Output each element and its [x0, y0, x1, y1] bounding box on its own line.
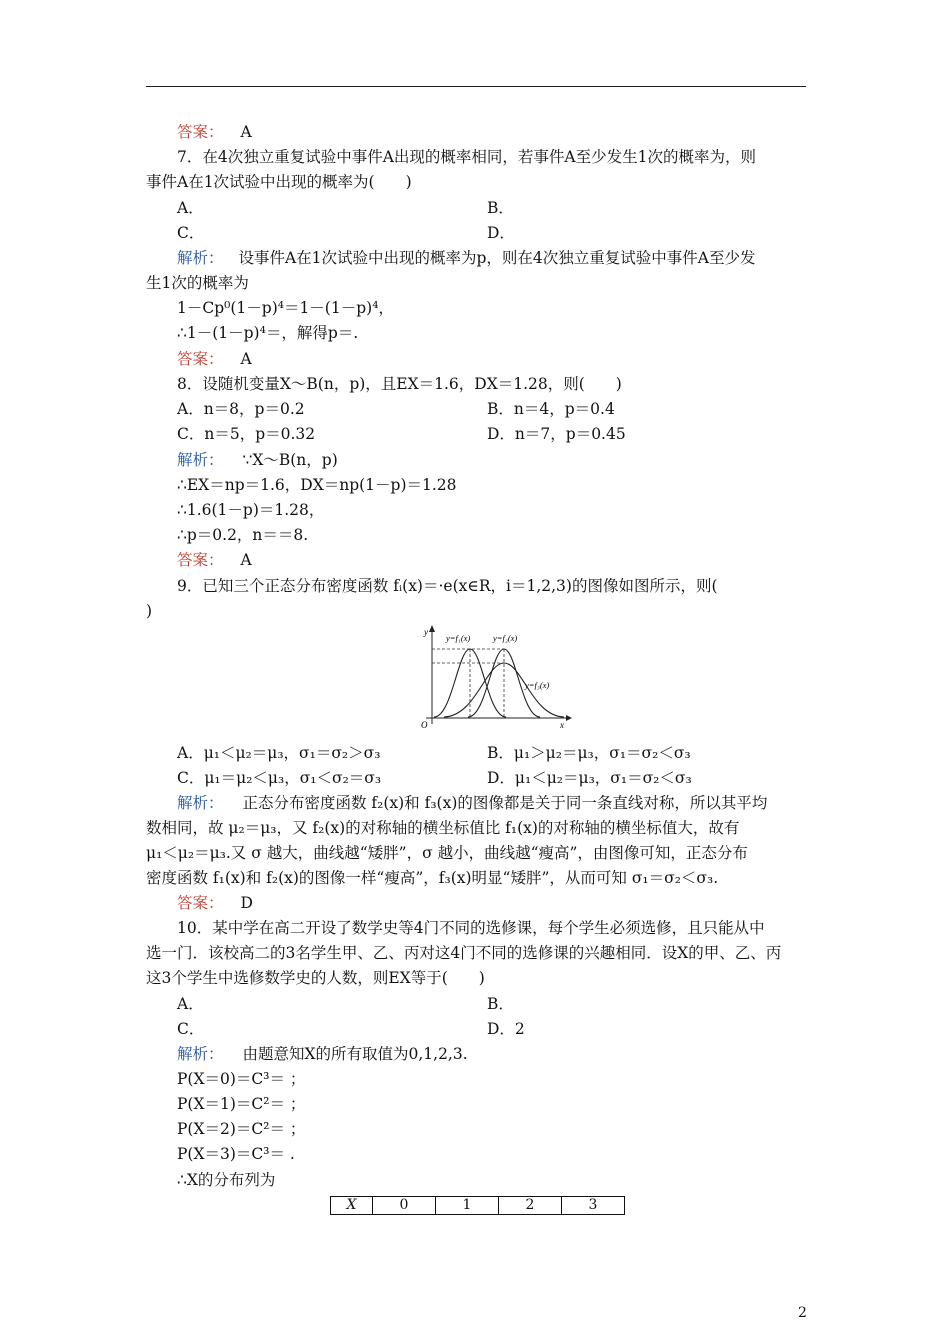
q10-prob-2: P(X＝2)＝C²＝ ；: [177, 1120, 306, 1138]
analysis-label: 解析：: [177, 451, 224, 469]
f1-label: y=f₁(x): [446, 633, 471, 643]
q8-answer: [177, 550, 252, 570]
q8-option-c: C．n＝5，p＝0.32: [177, 425, 316, 443]
q10-stem-line3: 这3个学生中选修数学史的人数，则EX等于( ): [146, 969, 485, 987]
f3-label: y=f₃(x): [525, 680, 550, 690]
answer-label: 答案：: [177, 350, 224, 368]
analysis-text: ∵X～B(n，p): [242, 451, 338, 469]
f2-label: y=f₂(x): [493, 633, 518, 643]
table-cell: 3: [562, 1197, 625, 1215]
q9-analysis-line4: 密度函数 f₁(x)和 f₂(x)的图像一样“瘦高”，f₃(x)明显“矮胖”，从而可知 σ₁＝σ₂＜σ₃.: [146, 869, 719, 887]
q9-option-a: A．μ₁＜μ₂＝μ₃，σ₁＝σ₂＞σ₃: [177, 744, 381, 762]
q9-stem-line2: ): [146, 602, 153, 620]
y-axis-label: y: [424, 627, 428, 637]
q7-analysis-line3: 1－Cp⁰(1－p)⁴＝1－(1－p)⁴，: [177, 299, 394, 317]
analysis-label: 解析：: [177, 1045, 224, 1063]
q8-analysis-line4: ∴p＝0.2，n＝＝8.: [177, 526, 309, 544]
q8-analysis-line1: [177, 450, 338, 470]
q9-stem-line1: 9．已知三个正态分布密度函数 fᵢ(x)＝·e(x∈R，i＝1,2,3)的图像如图所示，则(: [177, 577, 718, 595]
table-cell: 1: [436, 1197, 499, 1215]
q10-option-c: C．: [177, 1020, 205, 1038]
q7-option-b: B．: [487, 199, 514, 217]
table-cell: 0: [373, 1197, 436, 1215]
x-axis-arrow: [566, 715, 572, 721]
analysis-label: 解析：: [177, 794, 224, 812]
q8-analysis-line2: ∴EX＝np＝1.6，DX＝np(1－p)＝1.28: [177, 476, 457, 494]
q7-stem-line1: 7．在4次独立重复试验中事件A出现的概率相同，若事件A至少发生1次的概率为，则: [177, 148, 756, 166]
x-axis-label: x: [560, 720, 564, 730]
table-row: [331, 1197, 625, 1215]
q10-dist-intro: ∴X的分布列为: [177, 1171, 276, 1189]
q9-analysis-line2: 数相同，故 μ₂＝μ₃，又 f₂(x)的对称轴的横坐标值比 f₁(x)的对称轴的横坐标值大，故有: [146, 819, 740, 837]
q7-option-d: D．: [487, 224, 515, 242]
q9-option-b: B．μ₁＞μ₂＝μ₃，σ₁＝σ₂＜σ₃: [487, 744, 691, 762]
analysis-text: 由题意知X的所有取值为0,1,2,3.: [242, 1045, 468, 1063]
q7-answer: [177, 349, 252, 369]
answer-value: A: [240, 551, 252, 569]
analysis-label: 解析：: [177, 249, 224, 267]
q8-analysis-line3: ∴1.6(1－p)＝1.28，: [177, 501, 325, 519]
q10-analysis-line1: [177, 1044, 468, 1064]
q7-option-c: C．: [177, 224, 205, 242]
q6-answer: [177, 122, 252, 142]
normal-curves-graph: [414, 622, 574, 730]
q10-option-a: A．: [177, 995, 204, 1013]
q7-option-a: A．: [177, 199, 204, 217]
answer-label: 答案：: [177, 551, 224, 569]
q8-option-b: B．n＝4，p＝0.4: [487, 400, 615, 418]
origin-label: O: [421, 720, 428, 730]
q8-option-d: D．n＝7，p＝0.45: [487, 425, 626, 443]
q10-prob-0: P(X＝0)＝C³＝ ；: [177, 1070, 306, 1088]
q10-option-b: B．: [487, 995, 514, 1013]
q10-stem-line1: 10．某中学在高二开设了数学史等4门不同的选修课，每个学生必须选修，且只能从中: [177, 919, 765, 937]
answer-value: D: [240, 894, 253, 912]
q10-option-d: D．2: [487, 1020, 525, 1038]
q8-option-a: A．n＝8，p＝0.2: [177, 400, 305, 418]
answer-value: A: [240, 350, 252, 368]
q7-stem-line2: 事件A在1次试验中出现的概率为( ): [146, 173, 412, 191]
page-number: 2: [798, 1305, 807, 1321]
table-cell: X: [331, 1197, 373, 1215]
q10-prob-3: P(X＝3)＝C³＝ .: [177, 1145, 295, 1163]
header-rule: [146, 86, 806, 87]
q7-analysis-line4: ∴1－(1－p)⁴＝，解得p＝.: [177, 324, 359, 342]
q9-analysis-line3: μ₁＜μ₂＝μ₃.又 σ 越大，曲线越“矮胖”，σ 越小，曲线越“瘦高”，由图像可知，正态分布: [146, 844, 748, 862]
q10-prob-1: P(X＝1)＝C²＝ ；: [177, 1095, 306, 1113]
analysis-text: 设事件A在1次试验中出现的概率为p，则在4次独立重复试验中事件A至少发: [238, 249, 756, 267]
q7-analysis-line1: [177, 248, 756, 268]
y-axis-arrow: [429, 625, 435, 632]
distribution-table: [330, 1196, 625, 1215]
answer-label: 答案：: [177, 123, 224, 141]
answer-value: A: [240, 123, 252, 141]
q9-analysis-line1: [177, 793, 767, 813]
answer-label: 答案：: [177, 894, 224, 912]
q7-analysis-line2: 生1次的概率为: [146, 274, 249, 292]
q8-stem: 8．设随机变量X～B(n，p)，且EX＝1.6，DX＝1.28，则( ): [177, 375, 622, 393]
q10-stem-line2: 选一门．该校高二的3名学生甲、乙、丙对这4门不同的选修课的兴趣相同．设X的甲、乙、丙: [146, 944, 782, 962]
q9-answer: [177, 893, 253, 913]
analysis-text: 正态分布密度函数 f₂(x)和 f₃(x)的图像都是关于同一条直线对称，所以其平均: [242, 794, 768, 812]
q9-option-d: D．μ₁＜μ₂＝μ₃，σ₁＝σ₂＜σ₃: [487, 769, 692, 787]
table-cell: 2: [499, 1197, 562, 1215]
q9-option-c: C．μ₁＝μ₂＜μ₃，σ₁＜σ₂＝σ₃: [177, 769, 382, 787]
